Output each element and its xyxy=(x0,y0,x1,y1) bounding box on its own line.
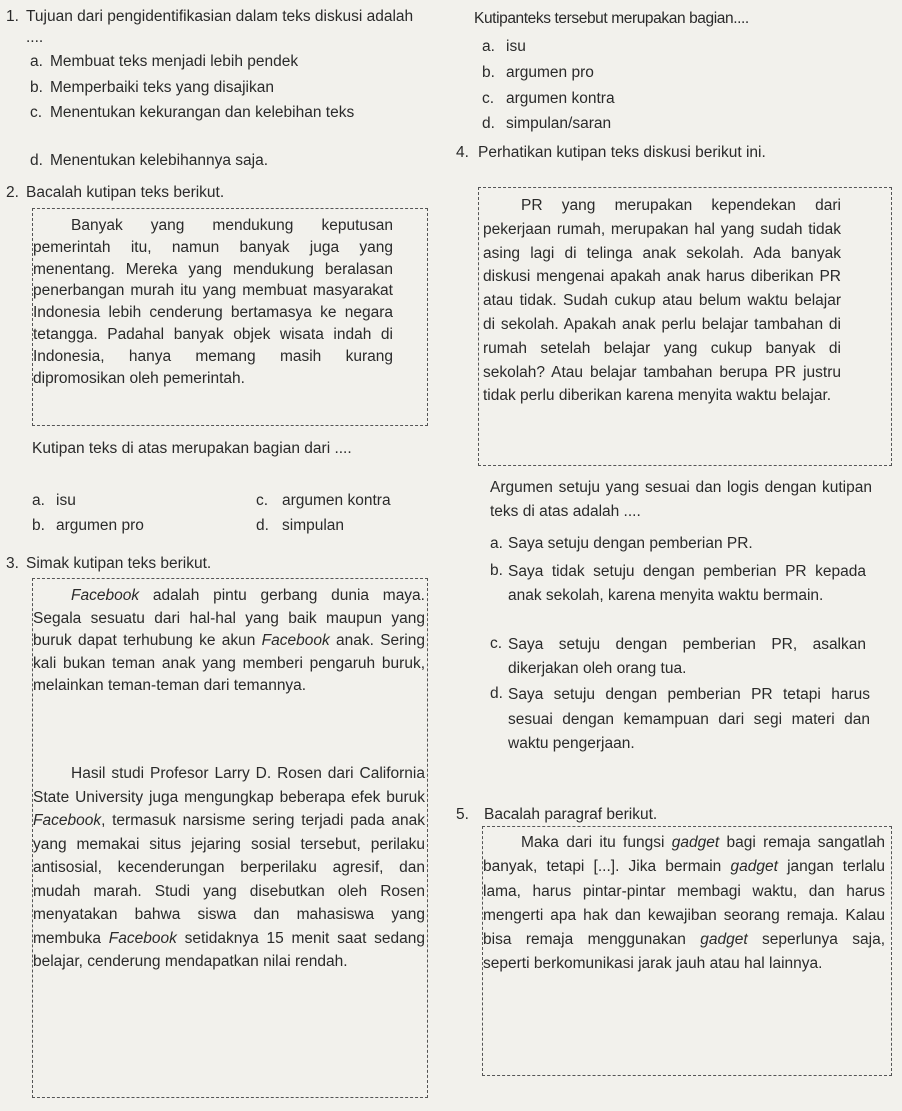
question-stem: Perhatikan kutipan teks diskusi berikut ini. xyxy=(478,144,766,161)
question-number: 5. xyxy=(456,806,469,823)
question-stem: Bacalah kutipan teks berikut. xyxy=(26,184,225,201)
question-number: 2. xyxy=(6,184,19,201)
passage-text: Banyak yang mendukung keputusan pemerintah itu, namun banyak juga yang menentang. Mereka yang mendukung beralasan penerbangan murah itu yang membuat masyarakat Indonesia lebih cenderung bertamasya ke negara tetangga. Padahal banyak objek wisata indah di Indonesia, hanya memang masih kurang dipromosikan oleh pemerintah. xyxy=(33,217,393,387)
passage-box xyxy=(32,578,428,1098)
question-stem: Simak kutipan teks berikut. xyxy=(26,555,212,572)
passage-paragraph-1: Facebook adalah pintu gerbang dunia maya. Segala sesuatu dari hal-hal yang baik maupun yang buruk dapat terhubung ke akun Facebook anak. Sering kali bukan teman anak yang memberi pengaruh buruk, melainkan teman-teman dari temannya. xyxy=(33,587,425,695)
passage-paragraph-2: Hasil studi Profesor Larry D. Rosen dari California State University juga mengungkap beberapa efek buruk Facebook, termasuk narsisme sering terjadi pada anak yang memakai situs jejaring sosial tersebut, perilaku antisosial, kecenderungan berperilaku agresif, dan mudah marah. Studi yang disebutkan oleh Rosen menyatakan bahwa siswa dan mahasiswa yang membuka Facebook setidaknya 15 menit saat sedang belajar, cenderung mendapatkan nilai rendah. xyxy=(33,765,425,970)
question-prompt: Kutipan teks di atas merupakan bagian dari .... xyxy=(32,440,352,457)
passage-box xyxy=(482,826,892,1076)
question-3-continued-stem: Kutipanteks tersebut merupakan bagian.... xyxy=(474,10,749,27)
question-stem: Tujuan dari pengidentifikasian dalam teks diskusi adalah .... xyxy=(26,8,414,46)
passage-text: PR yang merupakan kependekan dari pekerjaan rumah, merupakan hal yang sudah tidak asing lagi di telinga anak sekolah. Ada banyak diskusi mengenai apakah anak harus diberikan PR atau tidak. Sudah cukup atau belum waktu belajar di sekolah. Apakah anak perlu belajar tambahan di rumah setelah belajar yang cukup banyak di sekolah? Atau belajar tambahan berupa PR justru tidak perlu diberikan karena menyita waktu belajar. xyxy=(483,197,841,405)
question-stem: Bacalah paragraf berikut. xyxy=(484,806,658,823)
question-number: 1. xyxy=(6,8,19,25)
question-number: 4. xyxy=(456,144,469,161)
passage-box xyxy=(32,208,428,426)
question-number: 3. xyxy=(6,555,19,572)
passage-text: Maka dari itu fungsi gadget bagi remaja sangatlah banyak, tetapi [...]. Jika bermain gadget jangan terlalu lama, harus pintar-pintar membagi waktu, dan harus mengerti apa hak dan kewajiban seorang remaja. Kalau bisa remaja menggunakan gadget seperlunya saja, seperti berkomunikasi jarak jauh atau hal lainnya. xyxy=(483,834,885,973)
question-prompt: Argumen setuju yang sesuai dan logis dengan kutipan teks di atas adalah .... xyxy=(490,479,872,520)
passage-box xyxy=(478,187,892,466)
